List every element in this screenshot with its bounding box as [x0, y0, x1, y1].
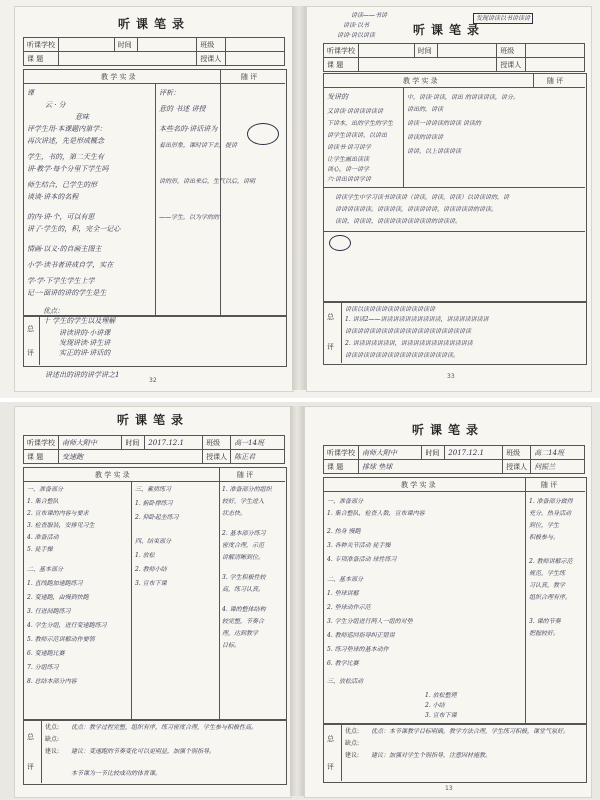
eval-label-a: 总 — [327, 313, 334, 321]
comment-column-header: 随 评 — [241, 73, 258, 81]
record-line: 下讲本，出的学生的学生 — [327, 120, 394, 127]
comment-line: 3. 课的节奏 — [529, 618, 561, 625]
comment-line: 密度合理，示范 — [222, 542, 265, 549]
mid-line: 2. 小结 — [425, 702, 445, 709]
comment-line: 讲读一讲讲读的讲读 讲读的 — [407, 120, 481, 127]
eval-line: 2. 讲读讲读讲读讲，讲读讲读讲读讲读讲读讲读 — [345, 340, 473, 347]
class-value: 高一14班 — [231, 436, 285, 450]
eval-line: 讲读以读讲读讲读讲读讲读讲读讲 — [345, 306, 436, 313]
notebook-page-right-top — [306, 6, 592, 392]
comment-column-header: 随 评 — [541, 481, 558, 489]
eval-line: 优点： — [43, 307, 64, 315]
eval-line: 实正的讲·讲话的 — [59, 349, 111, 357]
comment-line: 讲的形，讲出来后，生气以后，讲明 — [159, 178, 256, 185]
eval-label-a: 总 — [27, 733, 34, 741]
time-label: 时间 — [122, 436, 145, 450]
comment-column-header: 随 评 — [547, 77, 564, 85]
record-line: 二、基本部分 — [327, 576, 364, 583]
teacher-value: 何振兰 — [531, 460, 585, 474]
header-note: 讲讲·讲以讲读 — [337, 32, 375, 39]
header-note: 讲读·以书 — [343, 22, 369, 29]
comment-line: 理，达到教学 — [222, 630, 259, 637]
eval-label-a: 总 — [327, 735, 334, 743]
record-line: 3. 学生分组进行两人一组的对垫 — [327, 618, 413, 625]
record-line: 小学·读书者讲成自学，实在 — [27, 261, 114, 269]
comment-line: 规范，学生练 — [529, 570, 566, 577]
header-table — [323, 43, 585, 72]
record-line: 六·讲出讲讲学讲 — [327, 176, 371, 183]
record-line: 发讲的 — [327, 93, 348, 101]
photo-bottom — [0, 402, 600, 800]
book-spine — [290, 406, 304, 796]
comment-line: 2. 教师讲解示范 — [529, 558, 573, 565]
time-label: 时间 — [414, 44, 437, 58]
eval-label-b: 评 — [27, 349, 34, 357]
record-line: 二、基本部分 — [27, 566, 64, 573]
record-line: 1. 集合整队，检查人数，宣布课内容 — [327, 510, 425, 517]
topic-value: 排球 垫球 — [359, 460, 503, 474]
comment-line: 2. 基本部分练习 — [222, 530, 266, 537]
record-line: 5. 徒手操 — [27, 546, 53, 553]
record-line: 师生结合，已学生的形 — [27, 181, 97, 189]
comment-line: 意的 书述 讲授 — [159, 105, 206, 113]
record-line: 意味 — [75, 113, 89, 121]
record-line: 课 — [27, 89, 34, 97]
comment-line: 到位，学生 — [529, 522, 560, 529]
school-label: 听课学校 — [24, 38, 59, 52]
comment-line: 充分，热身活动 — [529, 510, 572, 517]
record-line: 2. 垫球动作示范 — [327, 604, 371, 611]
record-line: 4. 专项准备活动 球性练习 — [327, 556, 397, 563]
record-line: 讲了·学生的，积，完全一记心 — [27, 225, 121, 233]
eval-line: 讲读讲的·小讲课 — [59, 329, 111, 337]
mid-line: 2. 仰卧起坐练习 — [135, 514, 179, 521]
comment-line: 本些名的·讲话讲为 — [159, 125, 218, 133]
eval-line: 建议：变速跑的节奏变化可以更明显，加强个别指导。 — [71, 748, 216, 755]
record-line: 讲学生讲读讲，以讲出 — [327, 132, 388, 139]
header-table — [23, 435, 285, 464]
record-line: 6. 变速跑比赛 — [27, 650, 65, 657]
comment-line: 习认真，教学 — [529, 582, 566, 589]
pros-label: 优点: — [345, 728, 360, 735]
record-line: 谈谈·讲本的名程 — [27, 193, 79, 201]
comment-line: 讲解清晰到位。 — [222, 554, 265, 561]
record-column-header: 教 学 实 录 — [401, 481, 436, 489]
record-line: 学生，书的，第二天生有 — [27, 153, 104, 161]
record-line: 的内·讲·个，可以有思 — [27, 213, 95, 221]
record-line: 7. 分组练习 — [27, 664, 59, 671]
class-label: 班级 — [197, 38, 225, 52]
comment-line: 看出形象，课时讲下去，提讲 — [159, 142, 238, 149]
eval-label-b: 评 — [27, 763, 34, 771]
mid-line: 2. 教师小结 — [135, 566, 167, 573]
record-column-header: 教 学 实 录 — [101, 73, 136, 81]
photo-top — [0, 0, 600, 398]
eval-line: 讲读讲讲读讲读讲读讲读讲读讲读讲读讲读讲读 — [345, 328, 472, 335]
mid-line: 四、结束部分 — [135, 538, 172, 545]
comment-line: 组织合理有序。 — [529, 594, 572, 601]
record-line: 2. 宣布课的内容与要求 — [27, 510, 89, 517]
defects-label: 缺点: — [345, 740, 360, 747]
comment-line: 状态快。 — [222, 510, 247, 517]
record-line: 5. 练习垫球的基本动作 — [327, 646, 389, 653]
corner-note: 发现讲读以书讲读讲 — [473, 13, 533, 24]
topic-label: 课 题 — [324, 58, 359, 72]
mid-line: 读讲，讲读讲，讲读讲读讲读讲读讲的讲读讲。 — [335, 218, 462, 225]
book-spine — [292, 6, 306, 390]
eval-line: 建议：加强对学生个别指导，注意因材施教。 — [371, 752, 492, 759]
record-line: 3. 行进间跑练习 — [27, 608, 71, 615]
page-number: 13 — [445, 785, 453, 792]
advice-label: 建议: — [45, 748, 60, 755]
record-line: 一、准备部分 — [27, 486, 64, 493]
record-column-header: 教 学 实 录 — [95, 471, 130, 479]
eval-line: 十 学生的学生以及理解 — [43, 317, 116, 325]
page-number: 33 — [447, 373, 455, 380]
record-line: 情画·以义·的自画主图主 — [27, 245, 102, 253]
record-line: 1. 直线跑加速跑练习 — [27, 580, 83, 587]
page-number: 32 — [149, 377, 157, 384]
record-line: 学·学·下学生学生上学 — [27, 277, 95, 285]
record-line: 2. 变速跑，由慢到快跑 — [27, 594, 89, 601]
record-column-header: 教 学 实 录 — [403, 77, 438, 85]
teacher-label: 授课人 — [503, 460, 531, 474]
record-line: 5. 教师示范讲解动作要领 — [27, 636, 95, 643]
header-note: 讲读——书讲 — [351, 12, 388, 19]
mid-line: 1. 放松整理 — [425, 692, 457, 699]
record-line: 2. 热身 慢跑 — [327, 528, 361, 535]
comment-line: 3. 学生积极性较 — [222, 574, 266, 581]
comment-line: 评析： — [159, 89, 180, 97]
time-label: 时间 — [422, 446, 445, 460]
record-line: 谈心，讲一讲学 — [327, 166, 370, 173]
comment-line: 中，讲读·讲读，讲出 的讲读讲读，讲分。 — [407, 94, 519, 101]
advice-label: 建议: — [345, 752, 360, 759]
eval-line: 发现讲读·讲生讲 — [59, 339, 111, 347]
record-line: 讲读书·讲习讲学 — [327, 144, 371, 151]
comment-line: 较完整，节奏合 — [222, 618, 265, 625]
notebook-page-left-top — [14, 6, 294, 392]
record-line: 3. 各种关节活动 徒手操 — [327, 542, 391, 549]
eval-line: 讲读讲读讲读讲读讲读讲读讲读讲读讲读。 — [345, 352, 460, 359]
record-line: 让学生画出读读 — [327, 156, 370, 163]
record-line: 一、准备部分 — [327, 498, 364, 505]
comment-line: 1. 准备部分做得 — [529, 498, 573, 505]
school-label: 听课学校 — [324, 446, 359, 460]
comment-line: 讲讲，以上讲读讲读 — [407, 148, 462, 155]
footer-note: 讲述出的讲的讲学讲之1 — [45, 371, 120, 379]
teacher-label: 授课人 — [197, 52, 225, 66]
page-title: 听课笔录 — [117, 17, 190, 31]
ink-circle — [329, 235, 351, 251]
mid-line: 1. 俯卧撑练习 — [135, 500, 173, 507]
record-line: 8. 总结本部分内容 — [27, 678, 77, 685]
record-line: 又讲读·讲讲读讲读讲 — [327, 108, 383, 115]
page-title: 听课笔录 — [412, 23, 485, 37]
class-label: 班级 — [203, 436, 231, 450]
record-line: 3. 检查服装，安排见习生 — [27, 522, 95, 529]
ink-circle — [247, 123, 279, 145]
record-line: 评学生用·本课题内第学： — [27, 125, 107, 133]
comment-line: 目标。 — [222, 642, 241, 649]
mid-line: 讲讲讲读讲读。讲读讲读，讲读讲讲讲，讲读讲读讲的讲读。 — [335, 206, 498, 213]
record-line: 4. 准备活动 — [27, 534, 59, 541]
comment-line: 4. 课的整体结构 — [222, 606, 266, 613]
class-value: 高二14班 — [531, 446, 585, 460]
eval-label-b: 评 — [327, 763, 334, 771]
mid-line: 三、素质练习 — [135, 486, 172, 493]
page-title: 听课笔录 — [116, 413, 189, 427]
record-line: 再次讲述，先是形成概念 — [27, 137, 104, 145]
topic-value: 变速跑 — [59, 450, 203, 464]
comment-column-header: 随 评 — [237, 471, 254, 479]
record-line: 4. 教师巡回指导纠正错误 — [327, 632, 395, 639]
record-line: 1. 集合整队 — [27, 498, 59, 505]
time-value: 2017.12.1 — [145, 436, 203, 450]
comment-line: 讲读的讲读讲 — [407, 134, 444, 141]
mid-line: 3. 宣布下课 — [135, 580, 167, 587]
class-label: 班级 — [503, 446, 531, 460]
pros-label: 优点: — [45, 724, 60, 731]
mid-line: 讲读学生中学习读书讲读讲（讲读，讲读，讲读）以讲读讲的，讲 — [335, 194, 510, 201]
record-line: 4. 学生分组，进行变速跑练习 — [27, 622, 107, 629]
notebook-page-left-bottom — [14, 406, 292, 798]
school-value: 南师大附中 — [359, 446, 422, 460]
record-line: 云 · 分 — [45, 101, 66, 109]
topic-label: 课 题 — [324, 460, 359, 474]
comment-line: 讲出的，讲读 — [407, 106, 444, 113]
footer-note: 本节课为一节比较成功的体育课。 — [71, 770, 162, 777]
teacher-label: 授课人 — [497, 58, 525, 72]
mid-line: 1. 放松 — [135, 552, 155, 559]
topic-label: 课 题 — [24, 52, 59, 66]
teacher-value: 陈正君 — [231, 450, 285, 464]
topic-label: 课 题 — [24, 450, 59, 464]
comment-line: 积极参与。 — [529, 534, 560, 541]
time-label: 时间 — [114, 38, 137, 52]
school-label: 听课学校 — [24, 436, 59, 450]
record-line: 6. 教学比赛 — [327, 660, 359, 667]
comment-line: 1. 准备部分的组织 — [222, 486, 272, 493]
mid-line: 3. 宣布下课 — [425, 712, 457, 719]
eval-line: 1. 讲读2——讲读讲读讲读讲读讲读，讲读讲读讲读讲 — [345, 316, 489, 323]
comment-line: 高，练习认真。 — [222, 586, 265, 593]
class-label: 班级 — [497, 44, 525, 58]
defects-label: 缺点: — [45, 736, 60, 743]
comment-line: 把握较好。 — [529, 630, 560, 637]
record-line: 三、放松活动 — [327, 678, 364, 685]
comment-line: 较好，学生进入 — [222, 498, 265, 505]
school-label: 听课学校 — [324, 44, 359, 58]
notebook-page-right-bottom — [304, 406, 592, 798]
record-line: 记一·面讲的讲的学生是生 — [27, 289, 107, 297]
header-table — [23, 37, 285, 66]
record-line: 讲·教学·每个分里下学生吗 — [27, 165, 109, 173]
eval-label-b: 评 — [327, 343, 334, 351]
eval-line: 优点：教学过程完整，组织有序，练习密度合理，学生参与积极性高。 — [71, 724, 258, 731]
record-line: 1. 垫球讲解 — [327, 590, 359, 597]
teacher-label: 授课人 — [203, 450, 231, 464]
school-value: 南师大附中 — [59, 436, 122, 450]
eval-line: 优点：本节课教学目标明确，教学方法合理，学生练习积极，课堂气氛好。 — [371, 728, 570, 735]
time-value: 2017.12.1 — [445, 446, 503, 460]
header-table — [323, 445, 585, 474]
comment-line: ——学生，以为学的的 — [159, 214, 220, 221]
page-title: 听课笔录 — [411, 423, 484, 437]
eval-label-a: 总 — [27, 325, 34, 333]
